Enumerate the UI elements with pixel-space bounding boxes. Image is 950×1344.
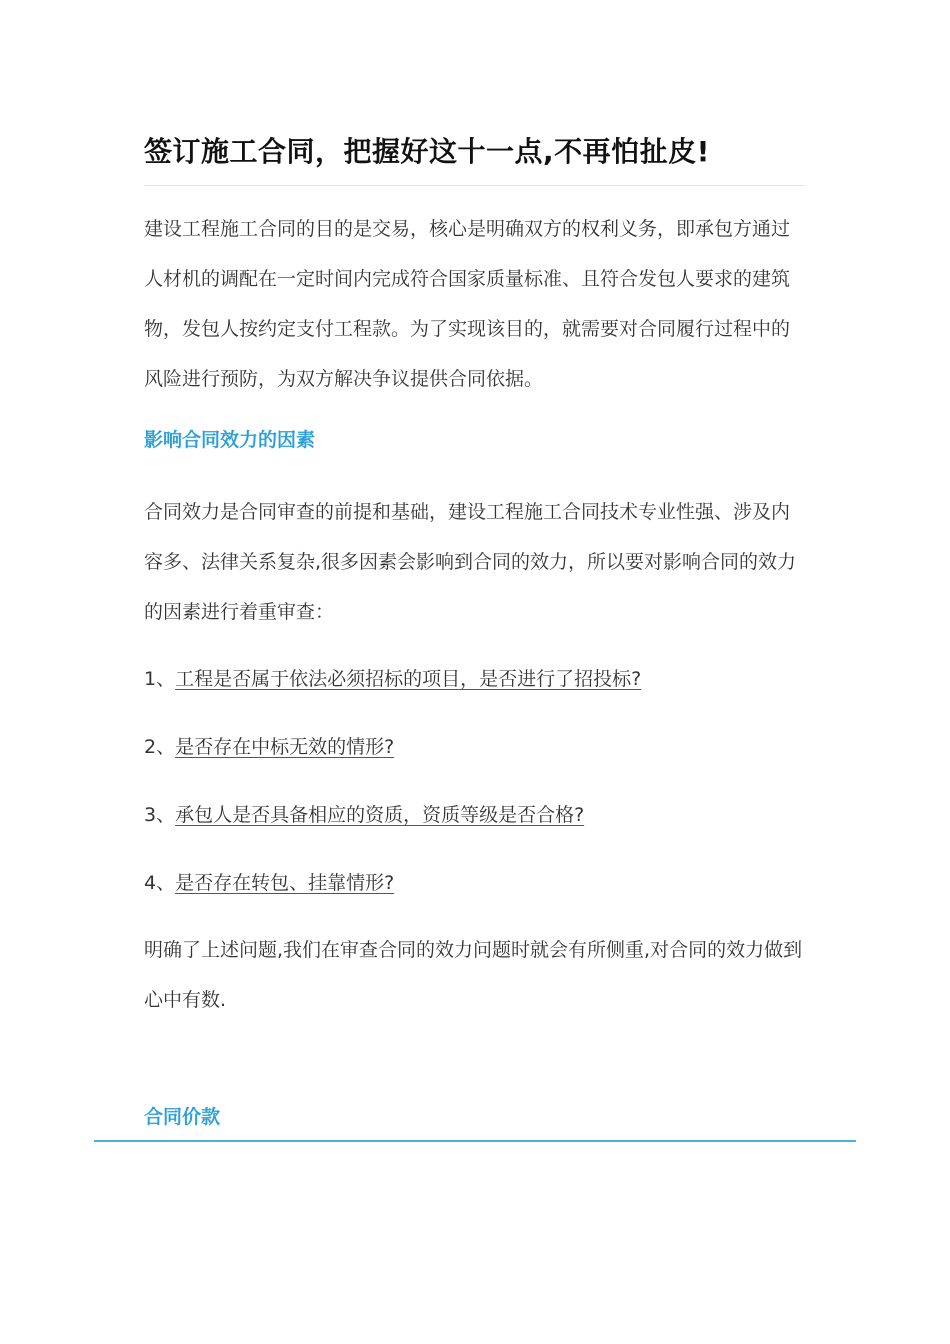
list-item [144,868,402,898]
section-heading-contract-validity: 影响合同效力的因素 [144,429,316,451]
validity-intro-paragraph: 合同效力是合同审查的前提和基础，建设工程施工合同技术专业性强、涉及内容多、法律关系复杂,很多因素会影响到合同的效力，所以要对影响合同的效力的因素进行着重审查： [144,501,797,623]
section-heading-contract-price: 合同价款 [144,1106,221,1128]
list-item-number: 1、 [144,668,176,690]
list-item-number: 3、 [144,804,176,826]
list-item [144,732,402,762]
list-item-link[interactable]: 是否存在中标无效的情形? [175,736,395,758]
title-divider [144,185,806,186]
list-item-link[interactable]: 是否存在转包、挂靠情形? [175,872,395,894]
list-item [144,800,592,830]
list-item-number: 4、 [144,872,176,894]
list-item-number: 2、 [144,736,176,758]
list-item [144,664,649,694]
list-item-link[interactable]: 工程是否属于依法必须招标的项目，是否进行了招投标? [175,668,642,690]
list-item-link[interactable]: 承包人是否具备相应的资质，资质等级是否合格? [175,804,585,826]
intro-paragraph: 建设工程施工合同的目的是交易，核心是明确双方的权利义务，即承包方通过人材机的调配在一定时间内完成符合国家质量标准、且符合发包人要求的建筑物，发包人按约定支付工程款。为了实现该目的，就需要对合同履行过程中的风险进行预防，为双方解决争议提供合同依据。 [144,218,791,390]
validity-conclusion-paragraph: 明确了上述问题,我们在审查合同的效力问题时就会有所侧重,对合同的效力做到心中有数. [144,939,803,1011]
section-divider [94,1140,856,1142]
article-title: 签订施工合同，把握好这十一点,不再怕扯皮! [144,135,710,168]
